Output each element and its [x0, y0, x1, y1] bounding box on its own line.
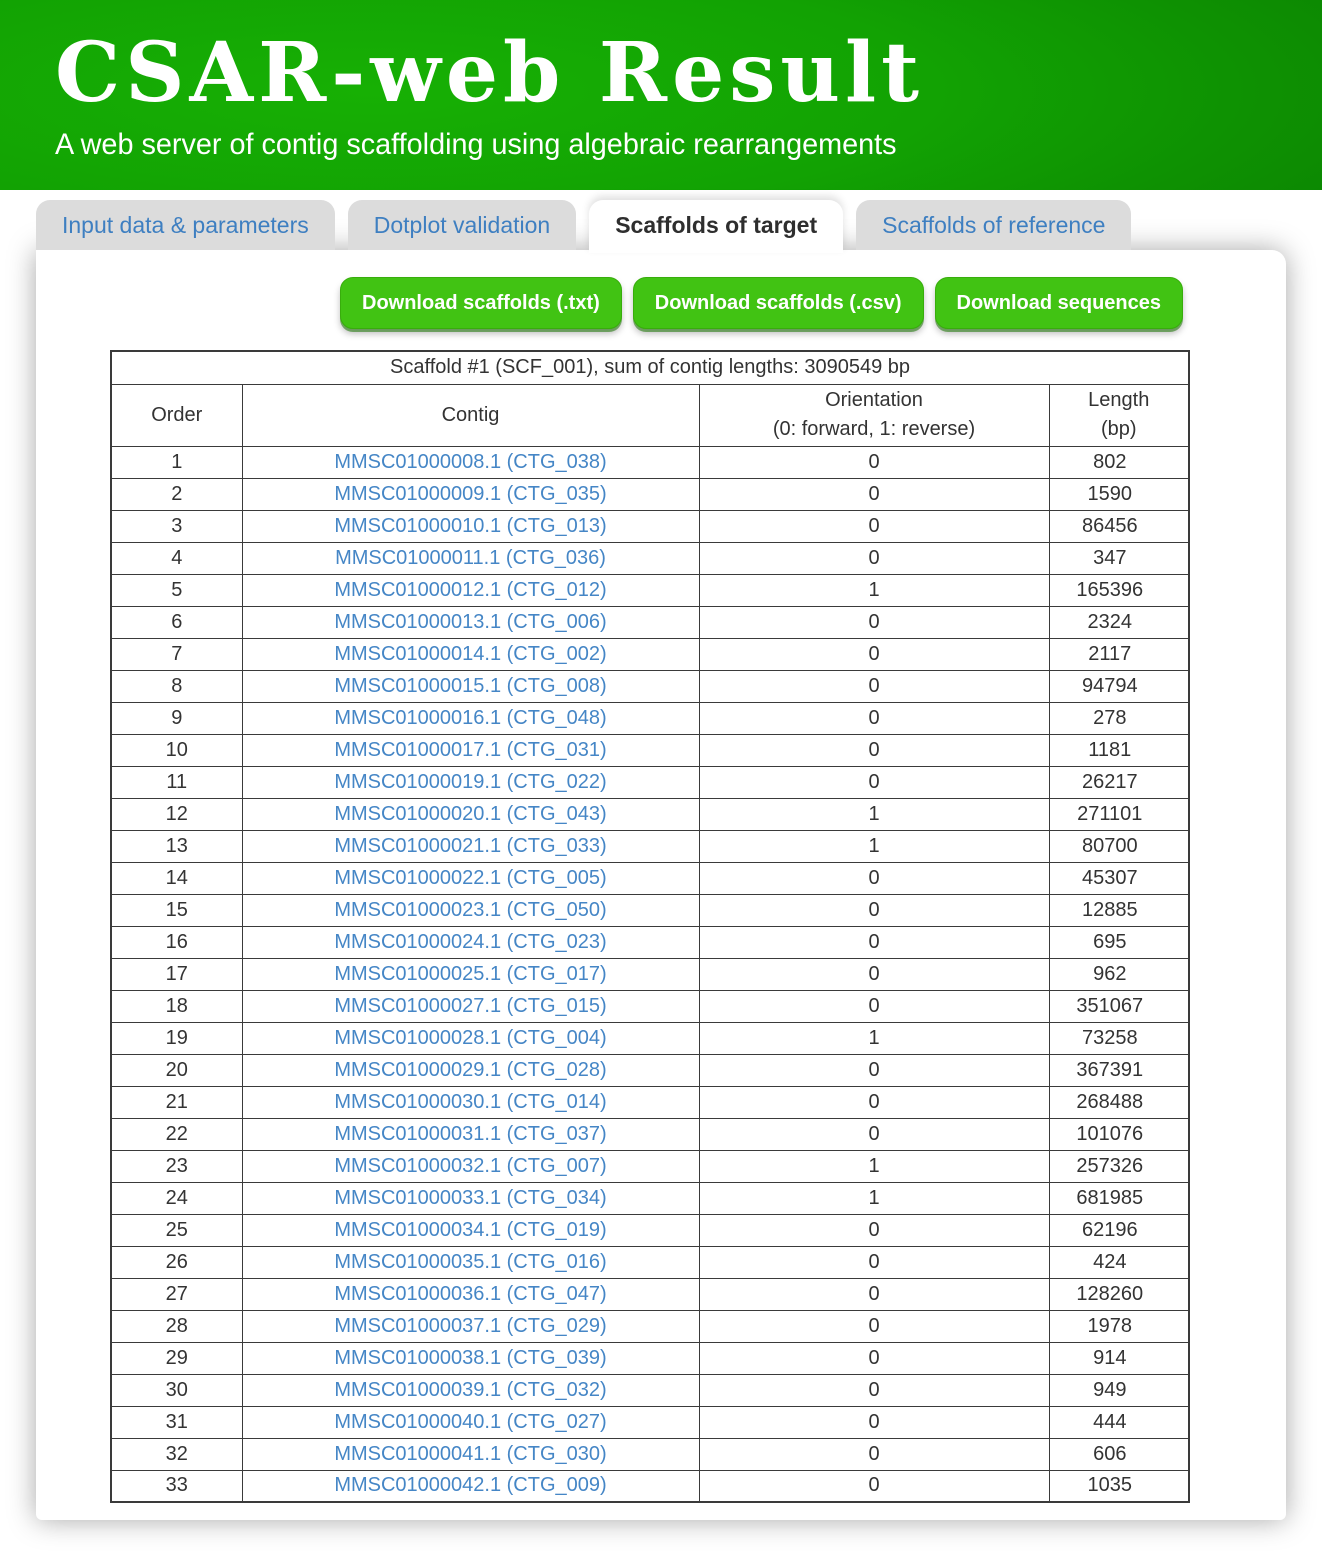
- length-cell: 949: [1049, 1374, 1189, 1406]
- contig-link[interactable]: MMSC01000038.1 (CTG_039): [334, 1346, 607, 1369]
- content-panel: [36, 250, 1286, 1520]
- contig-cell: [242, 702, 699, 734]
- tab-scaffolds-of-reference[interactable]: Scaffolds of reference: [856, 200, 1131, 250]
- orientation-cell: 0: [699, 1342, 1049, 1374]
- orientation-cell: 1: [699, 1182, 1049, 1214]
- length-cell: 802: [1049, 446, 1189, 478]
- contig-link[interactable]: MMSC01000024.1 (CTG_023): [334, 930, 607, 953]
- order-cell: 18: [111, 990, 242, 1022]
- contig-link[interactable]: MMSC01000008.1 (CTG_038): [334, 450, 607, 473]
- table-row: [111, 894, 1189, 926]
- contig-link[interactable]: MMSC01000023.1 (CTG_050): [334, 898, 607, 921]
- order-cell: 17: [111, 958, 242, 990]
- tab-scaffolds-of-target[interactable]: Scaffolds of target: [589, 200, 843, 253]
- table-row: [111, 830, 1189, 862]
- length-cell: 62196: [1049, 1214, 1189, 1246]
- contig-link[interactable]: MMSC01000035.1 (CTG_016): [334, 1250, 607, 1273]
- table-row: [111, 1406, 1189, 1438]
- orientation-cell: 1: [699, 1022, 1049, 1054]
- table-row: [111, 510, 1189, 542]
- length-cell: 347: [1049, 542, 1189, 574]
- orientation-cell: 0: [699, 1470, 1049, 1502]
- order-cell: 2: [111, 478, 242, 510]
- download-sequences-button[interactable]: Download sequences: [935, 277, 1184, 329]
- contig-cell: [242, 1054, 699, 1086]
- contig-link[interactable]: MMSC01000037.1 (CTG_029): [334, 1314, 607, 1337]
- contig-cell: [242, 1214, 699, 1246]
- contig-link[interactable]: MMSC01000019.1 (CTG_022): [334, 770, 607, 793]
- length-cell: 45307: [1049, 862, 1189, 894]
- contig-cell: [242, 1278, 699, 1310]
- page-subtitle: A web server of contig scaffolding using algebraic rearrangements: [55, 128, 897, 161]
- table-row: [111, 926, 1189, 958]
- table-row: [111, 1054, 1189, 1086]
- order-cell: 7: [111, 638, 242, 670]
- table-row: [111, 1214, 1189, 1246]
- length-cell: 962: [1049, 958, 1189, 990]
- length-cell: 2324: [1049, 606, 1189, 638]
- scaffold-caption: Scaffold #1 (SCF_001), sum of contig lengths: 3090549 bp: [111, 351, 1189, 384]
- order-cell: 31: [111, 1406, 242, 1438]
- contig-link[interactable]: MMSC01000040.1 (CTG_027): [334, 1410, 607, 1433]
- download-scaffolds-txt-button[interactable]: Download scaffolds (.txt): [340, 277, 622, 329]
- contig-cell: [242, 1150, 699, 1182]
- table-row: [111, 574, 1189, 606]
- contig-link[interactable]: MMSC01000033.1 (CTG_034): [334, 1186, 607, 1209]
- contig-cell: [242, 1470, 699, 1502]
- length-cell: 128260: [1049, 1278, 1189, 1310]
- orientation-cell: 0: [699, 926, 1049, 958]
- orientation-cell: 0: [699, 638, 1049, 670]
- table-row: [111, 1470, 1189, 1502]
- order-cell: 33: [111, 1470, 242, 1502]
- order-cell: 16: [111, 926, 242, 958]
- orientation-cell: 0: [699, 702, 1049, 734]
- contig-link[interactable]: MMSC01000031.1 (CTG_037): [334, 1122, 607, 1145]
- contig-cell: [242, 766, 699, 798]
- orientation-cell: 0: [699, 670, 1049, 702]
- order-cell: 28: [111, 1310, 242, 1342]
- table-row: [111, 1438, 1189, 1470]
- contig-cell: [242, 670, 699, 702]
- contig-cell: [242, 958, 699, 990]
- length-cell: 424: [1049, 1246, 1189, 1278]
- download-toolbar: [340, 277, 1286, 329]
- table-row: [111, 958, 1189, 990]
- order-cell: 29: [111, 1342, 242, 1374]
- contig-link[interactable]: MMSC01000042.1 (CTG_009): [334, 1474, 607, 1497]
- contig-cell: [242, 574, 699, 606]
- orientation-cell: 0: [699, 862, 1049, 894]
- contig-link[interactable]: MMSC01000025.1 (CTG_017): [334, 962, 607, 985]
- orientation-column-header: [699, 384, 1049, 446]
- contig-link[interactable]: MMSC01000032.1 (CTG_007): [334, 1154, 607, 1177]
- length-cell: 1035: [1049, 1470, 1189, 1502]
- orientation-cell: 0: [699, 1374, 1049, 1406]
- contig-cell: [242, 1310, 699, 1342]
- contig-cell: [242, 1022, 699, 1054]
- table-row: [111, 1086, 1189, 1118]
- length-cell: 681985: [1049, 1182, 1189, 1214]
- orientation-cell: 0: [699, 478, 1049, 510]
- contig-cell: [242, 926, 699, 958]
- contig-link[interactable]: MMSC01000015.1 (CTG_008): [334, 674, 607, 697]
- contig-column-header: Contig: [242, 384, 699, 446]
- contig-link[interactable]: MMSC01000034.1 (CTG_019): [334, 1218, 607, 1241]
- table-header-row: [111, 384, 1189, 446]
- contig-link[interactable]: MMSC01000030.1 (CTG_014): [334, 1090, 607, 1113]
- order-cell: 13: [111, 830, 242, 862]
- contig-link[interactable]: MMSC01000036.1 (CTG_047): [334, 1282, 607, 1305]
- length-column-header: [1049, 384, 1189, 446]
- table-row: [111, 670, 1189, 702]
- length-cell: 278: [1049, 702, 1189, 734]
- contig-cell: [242, 1342, 699, 1374]
- length-cell: 1590: [1049, 478, 1189, 510]
- table-row: [111, 862, 1189, 894]
- order-cell: 6: [111, 606, 242, 638]
- order-cell: 32: [111, 1438, 242, 1470]
- length-cell: 606: [1049, 1438, 1189, 1470]
- orientation-header-line2: (0: forward, 1: reverse): [772, 418, 976, 440]
- order-cell: 22: [111, 1118, 242, 1150]
- length-cell: 73258: [1049, 1022, 1189, 1054]
- length-cell: 268488: [1049, 1086, 1189, 1118]
- order-cell: 1: [111, 446, 242, 478]
- orientation-cell: 0: [699, 1086, 1049, 1118]
- contig-link[interactable]: MMSC01000013.1 (CTG_006): [334, 610, 607, 633]
- length-cell: 257326: [1049, 1150, 1189, 1182]
- length-cell: 101076: [1049, 1118, 1189, 1150]
- contig-cell: [242, 1182, 699, 1214]
- table-row: [111, 766, 1189, 798]
- orientation-cell: 0: [699, 734, 1049, 766]
- scaffold-table: [110, 350, 1190, 1503]
- order-cell: 24: [111, 1182, 242, 1214]
- download-scaffolds-csv-button[interactable]: Download scaffolds (.csv): [633, 277, 924, 329]
- contig-link[interactable]: MMSC01000017.1 (CTG_031): [334, 738, 607, 761]
- table-row: [111, 1150, 1189, 1182]
- orientation-cell: 0: [699, 990, 1049, 1022]
- contig-link[interactable]: MMSC01000012.1 (CTG_012): [334, 578, 607, 601]
- table-row: [111, 1278, 1189, 1310]
- orientation-cell: 0: [699, 606, 1049, 638]
- order-cell: 26: [111, 1246, 242, 1278]
- orientation-cell: 1: [699, 574, 1049, 606]
- length-cell: 444: [1049, 1406, 1189, 1438]
- page-header: [0, 0, 1322, 190]
- order-cell: 14: [111, 862, 242, 894]
- length-cell: 351067: [1049, 990, 1189, 1022]
- contig-link[interactable]: MMSC01000020.1 (CTG_043): [334, 802, 607, 825]
- contig-cell: [242, 510, 699, 542]
- table-row: [111, 990, 1189, 1022]
- order-cell: 3: [111, 510, 242, 542]
- contig-cell: [242, 1374, 699, 1406]
- order-cell: 10: [111, 734, 242, 766]
- contig-link[interactable]: MMSC01000028.1 (CTG_004): [334, 1026, 607, 1049]
- length-cell: 94794: [1049, 670, 1189, 702]
- contig-link[interactable]: MMSC01000039.1 (CTG_032): [334, 1378, 607, 1401]
- orientation-header-line1: Orientation: [825, 389, 923, 411]
- order-cell: 9: [111, 702, 242, 734]
- orientation-cell: 0: [699, 510, 1049, 542]
- orientation-cell: 1: [699, 1150, 1049, 1182]
- contig-cell: [242, 830, 699, 862]
- orientation-cell: 0: [699, 1310, 1049, 1342]
- order-cell: 21: [111, 1086, 242, 1118]
- orientation-cell: 0: [699, 1278, 1049, 1310]
- orientation-cell: 0: [699, 1118, 1049, 1150]
- table-row: [111, 1310, 1189, 1342]
- tab-dotplot-validation[interactable]: Dotplot validation: [348, 200, 576, 250]
- length-cell: 2117: [1049, 638, 1189, 670]
- order-cell: 27: [111, 1278, 242, 1310]
- contig-cell: [242, 1406, 699, 1438]
- orientation-cell: 0: [699, 1054, 1049, 1086]
- table-row: [111, 478, 1189, 510]
- contig-link[interactable]: MMSC01000041.1 (CTG_030): [334, 1442, 607, 1465]
- length-cell: 165396: [1049, 574, 1189, 606]
- length-cell: 26217: [1049, 766, 1189, 798]
- length-cell: 271101: [1049, 798, 1189, 830]
- order-cell: 19: [111, 1022, 242, 1054]
- table-row: [111, 606, 1189, 638]
- contig-link[interactable]: MMSC01000016.1 (CTG_048): [334, 706, 607, 729]
- length-cell: 80700: [1049, 830, 1189, 862]
- length-cell: 12885: [1049, 894, 1189, 926]
- contig-cell: [242, 1086, 699, 1118]
- order-column-header: Order: [111, 384, 242, 446]
- table-row: [111, 1246, 1189, 1278]
- table-row: [111, 446, 1189, 478]
- orientation-cell: 0: [699, 542, 1049, 574]
- orientation-cell: 0: [699, 446, 1049, 478]
- length-cell: 1978: [1049, 1310, 1189, 1342]
- order-cell: 25: [111, 1214, 242, 1246]
- tab-bar: [36, 200, 1322, 250]
- table-row: [111, 1182, 1189, 1214]
- table-caption-row: [111, 351, 1189, 384]
- contig-cell: [242, 1438, 699, 1470]
- contig-cell: [242, 478, 699, 510]
- orientation-cell: 0: [699, 1246, 1049, 1278]
- contig-link[interactable]: MMSC01000014.1 (CTG_002): [334, 642, 607, 665]
- contig-cell: [242, 990, 699, 1022]
- order-cell: 15: [111, 894, 242, 926]
- contig-cell: [242, 542, 699, 574]
- orientation-cell: 0: [699, 766, 1049, 798]
- length-cell: 367391: [1049, 1054, 1189, 1086]
- contig-link[interactable]: MMSC01000021.1 (CTG_033): [334, 834, 607, 857]
- table-row: [111, 1022, 1189, 1054]
- page-title: CSAR-web Result: [55, 25, 925, 121]
- orientation-cell: 0: [699, 894, 1049, 926]
- order-cell: 30: [111, 1374, 242, 1406]
- orientation-cell: 1: [699, 830, 1049, 862]
- order-cell: 12: [111, 798, 242, 830]
- orientation-cell: 1: [699, 798, 1049, 830]
- length-header-line1: Length: [1088, 389, 1150, 411]
- contig-link[interactable]: MMSC01000009.1 (CTG_035): [334, 482, 607, 505]
- order-cell: 8: [111, 670, 242, 702]
- order-cell: 20: [111, 1054, 242, 1086]
- order-cell: 4: [111, 542, 242, 574]
- order-cell: 23: [111, 1150, 242, 1182]
- contig-cell: [242, 606, 699, 638]
- contig-link[interactable]: MMSC01000029.1 (CTG_028): [334, 1058, 607, 1081]
- orientation-cell: 0: [699, 1406, 1049, 1438]
- length-header-line2: (bp): [1100, 418, 1137, 440]
- order-cell: 11: [111, 766, 242, 798]
- order-cell: 5: [111, 574, 242, 606]
- table-row: [111, 1374, 1189, 1406]
- table-row: [111, 1342, 1189, 1374]
- length-cell: 86456: [1049, 510, 1189, 542]
- table-row: [111, 734, 1189, 766]
- contig-link[interactable]: MMSC01000022.1 (CTG_005): [334, 866, 607, 889]
- scaffold-table-body: [111, 446, 1189, 1502]
- table-row: [111, 638, 1189, 670]
- contig-cell: [242, 638, 699, 670]
- contig-cell: [242, 1246, 699, 1278]
- table-row: [111, 542, 1189, 574]
- length-cell: 914: [1049, 1342, 1189, 1374]
- length-cell: 1181: [1049, 734, 1189, 766]
- contig-cell: [242, 862, 699, 894]
- orientation-cell: 0: [699, 958, 1049, 990]
- table-row: [111, 702, 1189, 734]
- tab-input-data-parameters[interactable]: Input data & parameters: [36, 200, 335, 250]
- contig-link[interactable]: MMSC01000010.1 (CTG_013): [334, 514, 607, 537]
- contig-cell: [242, 894, 699, 926]
- contig-link[interactable]: MMSC01000011.1 (CTG_036): [335, 546, 606, 569]
- contig-cell: [242, 798, 699, 830]
- contig-link[interactable]: MMSC01000027.1 (CTG_015): [334, 994, 607, 1017]
- contig-cell: [242, 734, 699, 766]
- length-cell: 695: [1049, 926, 1189, 958]
- orientation-cell: 0: [699, 1214, 1049, 1246]
- table-row: [111, 798, 1189, 830]
- orientation-cell: 0: [699, 1438, 1049, 1470]
- table-row: [111, 1118, 1189, 1150]
- contig-cell: [242, 446, 699, 478]
- contig-cell: [242, 1118, 699, 1150]
